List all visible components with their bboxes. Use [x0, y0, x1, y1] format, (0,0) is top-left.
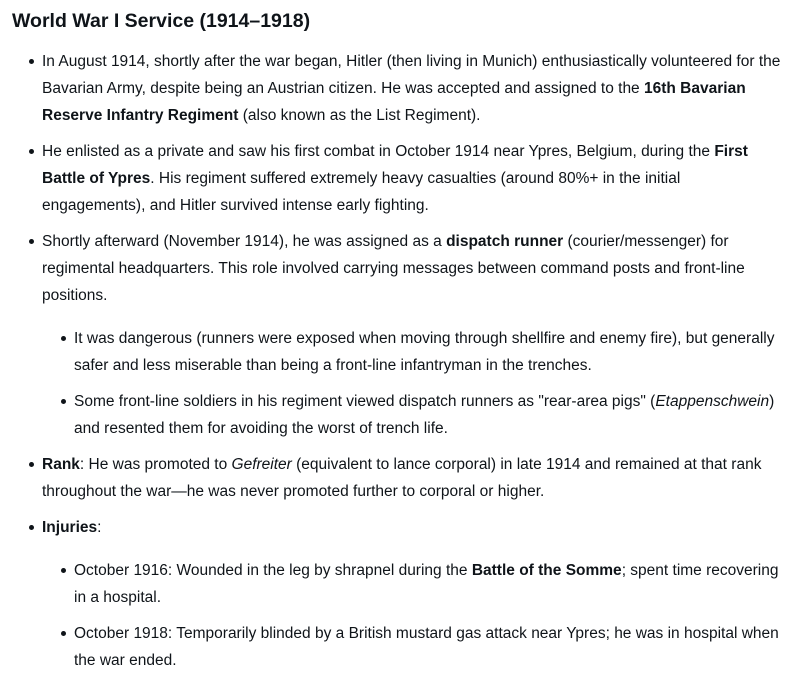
- section-heading: World War I Service (1914–1918): [12, 10, 311, 32]
- sub-list-item-danger: It was dangerous (runners were exposed when moving through shellfire and enemy fire), but generally safer and less miserable than being a front-line infantryman in the trenches.: [42, 325, 787, 379]
- list-item-rank: Rank: He was promoted to Gefreiter (equivalent to lance corporal) in late 1914 and remained at that rank throughout the war—he was never promoted further to corporal or higher.: [12, 451, 787, 505]
- list-item-dispatch-runner: Shortly afterward (November 1914), he was assigned as a dispatch runner (courier/messenger) for regimental headquarters. This role involved carrying messages between command posts and front-line positions. It was dangerous (runners were exposed when moving through shellfire and enemy fire), but generally safer and less miserable than being a front-line infantryman in the trenches. Some front-line soldiers in his regiment viewed dispatch runners as "rear-area pigs" (Etappenschwein) and resented them for avoiding the worst of trench life.: [12, 228, 787, 442]
- sub-list-item-gas-attack: October 1918: Temporarily blinded by a British mustard gas attack near Ypres; he was in hospital when the war ended.: [42, 620, 787, 674]
- bullet-list: [12, 48, 787, 674]
- sub-list-dispatch: [42, 325, 787, 442]
- list-item-injuries: Injuries: October 1916: Wounded in the leg by shrapnel during the Battle of the Somme; spent time recovering in a hospital. October 1918: Temporarily blinded by a British mustard gas attack near Ypres; he was in hospital when the war ended.: [12, 514, 787, 674]
- sub-list-injuries: [42, 557, 787, 674]
- sub-list-item-perception: Some front-line soldiers in his regiment viewed dispatch runners as "rear-area pigs" (Etappenschwein) and resented them for avoiding the worst of trench life.: [42, 388, 787, 442]
- list-item-volunteering: In August 1914, shortly after the war began, Hitler (then living in Munich) enthusiastically volunteered for the Bavarian Army, despite being an Austrian citizen. He was accepted and assigned to the 16th Bavarian Reserve Infantry Regiment (also known as the List Regiment).: [12, 48, 787, 129]
- list-item-first-combat: He enlisted as a private and saw his first combat in October 1914 near Ypres, Belgium, during the First Battle of Ypres. His regiment suffered extremely heavy casualties (around 80%+ in the initial engagements), and Hitler survived intense early fighting.: [12, 138, 787, 219]
- sub-list-item-somme: October 1916: Wounded in the leg by shrapnel during the Battle of the Somme; spent time recovering in a hospital.: [42, 557, 787, 611]
